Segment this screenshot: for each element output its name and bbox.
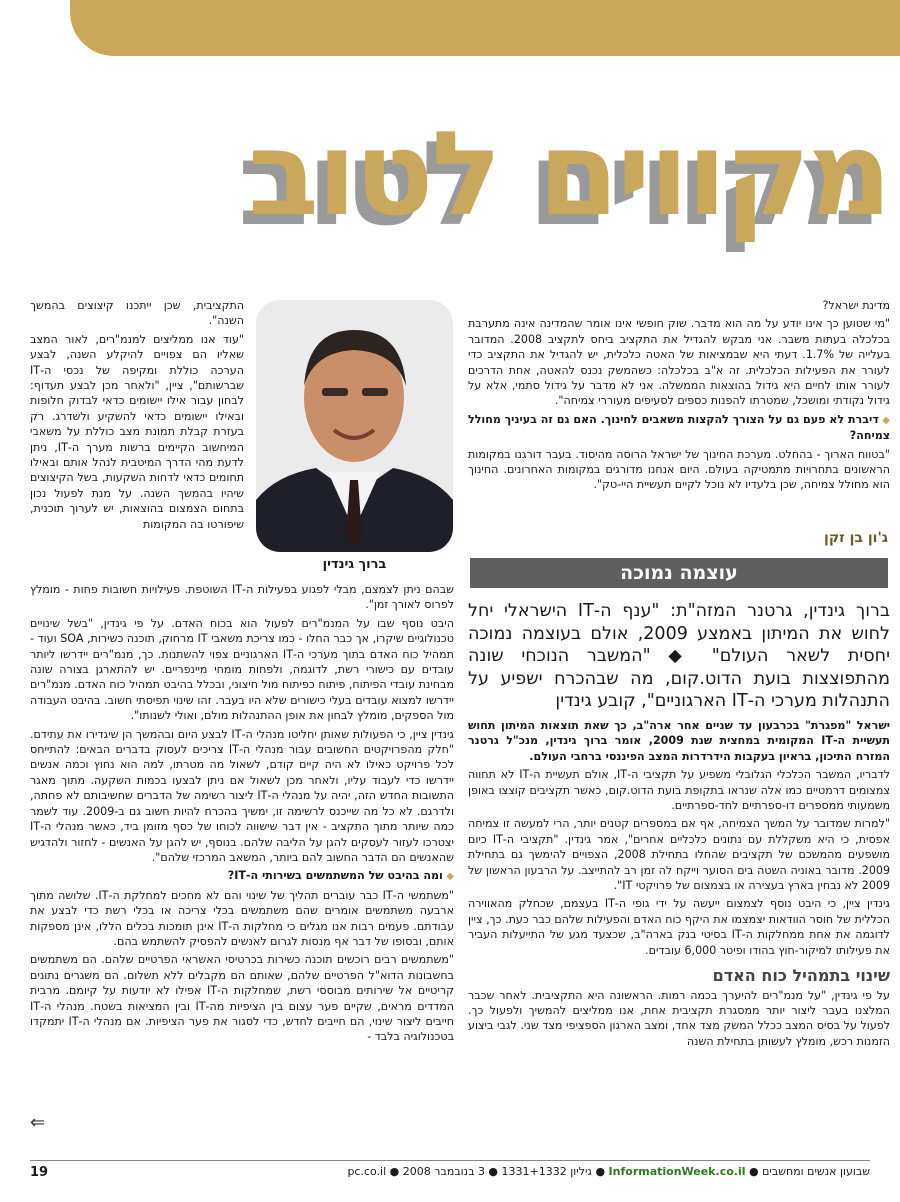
subheading: שינוי בתמהיל כוח האדם (712, 966, 890, 986)
body-paragraph: על פי גינדין, "על מנמ"רים להיערך בכמה רמות. הראשונה היא התקציבית. לאחר שכבר המלצנו בעבר ליצור יותר ממסגרת תקציבית אחת, אנו ממליצים להמשיך ולפעול כך. לפעול על בסיס המצב ככלל המשק מצד אחד, ומצב הארגון הספציפי מצד שני. לגבי ביצוע הזמנות רכש, מומלץ לעשותן בתחילת השנה (468, 988, 890, 1048)
footer-site-informationweek[interactable]: InformationWeek.co.il (608, 1165, 746, 1178)
body-paragraph: "למרות שמדובר על המשך הצמיחה, אף אם במספרים קטנים יותר, הרי למעשה זו צמיחה אפסית, כי היא משקללת עם נתונים כלכליים אחרים", אמר גינדין. "תקציבי ה-IT כיום מושפעים מהמשכם של תקציבים שהחלו בתחילת 2008, הצפויים להימשך גם בתחילת 2009. מדובר באוניה השטה בים הסוער וייקח לה זמן רב להתייצב. על הרבעון הראשון של 2009 לא נבחין בארץ בעצירה או בצמצום של פרויקטי IT". (468, 817, 891, 893)
footer-meta: שבועון אנשים ומחשבים ● InformationWeek.co.il ● גיליון 1331+1332 ● 3 בנובמבר 2008 ● pc.co.il (347, 1165, 870, 1178)
footer-site-pc[interactable]: pc.co.il (347, 1165, 387, 1178)
diamond-icon: ◆ (442, 871, 454, 883)
continue-arrow-icon: ⇐ (30, 1112, 46, 1133)
body-paragraph: "עוד אנו ממליצים למנמ"רים, לאור המצב שאליו הם צפויים להיקלע השנה, לבצע הערכה כוללת ומקיפה של נכסי ה-IT שברשותם", ציין, "ולאחר מכן לבצע תעדוף: לבחון עבור אילו יישומים כדאי לבדוק חלופות ובאילו יישומים כדאי להשקיע ולשדרג. רק בעזרת קבלת תמונת מצב כוללת על משאבי המיחשוב הקיימים ברשות מערך ה-IT, ניתן לדעת מהי הדרך המיטבית לנהל אותם ובאילו תחומים כדאי לדחות השקעות, בשל הקיצוצים שיהיו בהמשך השנה. על מנת לפעול נכון בתחום הצמצום בהוצאות, יש לערוך תוכנית, שיפורטו בה המקומות (30, 332, 245, 531)
footer-issue: גיליון 1331+1332 (501, 1165, 592, 1178)
photo-side-column (30, 298, 244, 535)
lower-left-column (30, 582, 454, 1048)
page-footer (30, 1160, 870, 1180)
headline: מקווים לטוב (248, 107, 890, 242)
footer-date: 3 בנובמבר 2008 (402, 1165, 485, 1178)
body-paragraph: שבהם ניתן לצמצם, מבלי לפגוע בפעילות ה-IT השוטפת. פעילויות חשובות פחות - מומלץ לפרוס לאורך זמן". (30, 583, 454, 612)
lead-paragraph: ברוך גינדין, גרטנר המזה"ת: "ענף ה-IT הישראלי יחל לחוש את המיתון באמצע 2009, אולם בעוצמה נמוכה יחסית לשאר העולם" ◆ "המשבר הנוכחי שונה מהתפוצצות בועת הדוט.קום, מה שבהכרח ישפיע על התנהלות מערכי ה-IT הארגוניים", קובע גינדין (468, 601, 890, 711)
photo-caption: ברוך גינדין (322, 557, 387, 572)
body-paragraph: "משתמשי ה-IT כבר עוברים תהליך של שינוי והם לא מחכים למחלקת ה-IT. שלושה מתוך ארבעה משתמשים אומרים שהם משתמשים בכלי צריכה או בכלי רשת כדי לבצע את עבודתם. פעמים רבות אנו מגלים כי מחלקות ה-IT אינן תומכות בכלים הללו, אינן מספקות אותם, ובסופו של דבר אף מנסות לגרום לאנשים להפסיק להשתמש בהם. (30, 888, 455, 948)
body-paragraph: "בטווח הארוך - בהחלט. מערכת החינוך של ישראל הרוסה מהיסוד. בעבר דורגנו במקומות הראשונים בתחרויות מתמטיקה בעולם. היום אנחנו מדורגים במקומות האחרונים. החינוך הוא מחולל צמיחה, שכן בלעדיו לא נוכל לקיים תעשיית היי-טק". (468, 447, 890, 492)
body-paragraph: "מי שטוען כך אינו יודע על מה הוא מדבר. שוק חופשי אינו אומר שהמדינה אינה מתערבת בכלכלה בעתות משבר. אני מבקש להגדיל את התקציב ביחס לתקציב 2008. המדובר בעלייה של 1.7%. דעתי היא שבמציאות של האטה כלכלית, יש להגדיל את התקציב כדי לעורר את הפעילות הכלכלית. זה א"ב בכלכלה: כשהמשק נכנס להאטה, אחת הדרכים לעורר אותו לחיים היא גידול בהוצאות הממשלה. אני לא מדבר על גידול סתמי, אלא על גידול נקודתי ומושכל, שמטרתו להפנות כספים לסעיפים מעוררי צמיחה". (468, 317, 890, 408)
body-paragraph: היבט נוסף שבו על המנמ"רים לפעול הוא בכוח האדם. על פי גינדין, "בשל שינויים טכנולוגיים שיקרו, אך כבר החלו - כמו צריכת משאבי IT מרחוק, תוכנה כשירות, SOA ועוד - תמהיל כוח האדם בתוך מערכי ה-IT הארגוניים צפוי להשתנות. כך, מנמ"רים יידרשו ליותר עובדים עם כישורי רשת, לדוגמה, ולפחות מומחי מיינפריים. יש להתארגן בצורה שונה מבחינת עובדי הפיתוח, פיתוח כפיתוח מול חיצוני, ובכלל בהיבט תמהיל כוח האדם. מנמ"רים יידרשו למצוא עובדים בעלי כישורים שלא היו בעבר. זהו שינוי תפיסתי חשוב. בהיבט העבודה מול הספקים, מומלץ לבחון את אופן ההתנהלות מולם, ואולי לשנותו". (30, 616, 454, 723)
portrait-photo (256, 300, 453, 552)
section-bar: עוצמה נמוכה (470, 558, 888, 588)
body-paragraph: "משתמשים רבים רוכשים תוכנה כשירות בכרטיסי האשראי הפרטיים שלהם. הם משתמשים בחשבונות הדוא"ל הפרטיים שלהם, שאותם הם מקבלים ללא תשלום. הם משגרים נתונים קריטיים אל שירותים מבוססי רשת, שמחלקות ה-IT אפילו לא יודעות על קיומם. מרבית המדדים מראים, שקיים פער עצום בין הציפיות מה-IT ובין המציאות בשטח. מנהלי ה-IT חייבים ליצור שינוי, הם חייבים לחדש, כדי לסגור את פער הציפיות. אם מנהלי ה-IT יתמקדו בטכנולוגיה בלבד - (30, 953, 454, 1044)
interview-question: ◆ ומה בהיבט של המשתמשים בשירותי ה-IT? (227, 869, 454, 883)
body-paragraph: התקציבית, שכן ייתכנו קיצוצים בהמשך השנה". (30, 299, 244, 328)
author-name: ג'ון בן זקן (824, 530, 888, 546)
body-paragraph: גינדין ציין, כי היבט נוסף לצמצום ייעשה על ידי גופי ה-IT בעצמם, שכחלק מהאווירה הכללית של חוסר הוודאות יצמצמו את היקף כוח האדם והפעילות שלהם כבר כעת. כך, ציין לדוגמה את אחת ממחלקות ה-IT בסיטי בנק בארה"ב, שכצעד מגע של התייעלות העביר את פעילותו למיקור-חוץ בהודו ופיטר 6,000 עובדים. (468, 897, 890, 957)
lower-right-column (468, 718, 890, 1052)
top-decorative-band (70, 0, 900, 56)
diamond-icon: ◆ (878, 414, 890, 426)
page-number: 19 (30, 1165, 49, 1180)
footer-pub: שבועון אנשים ומחשבים (762, 1165, 870, 1178)
interview-question: ◆ דיברת לא פעם גם על הצורך להקצות משאבים לחינוך. האם גם זה בעיניך מחולל צמיחה? (468, 412, 890, 443)
right-column (468, 298, 890, 496)
portrait-illustration (256, 300, 453, 552)
body-paragraph: לדבריו, המשבר הכלכלי הגלובלי משפיע על תקציבי ה-IT, אולם תעשיית ה-IT לא תחווה צמצומים דרמטיים כמו אלה שנראו בתקופת בועת הדוט.קום, כאשר תקציבים קוצצו באופן משמעותי ממספרים דו-ספרתיים לחד-ספרתיים. (468, 768, 891, 813)
body-paragraph: מדינת ישראל? (822, 299, 890, 312)
intro-paragraph: ישראל "מפגרת" בכרבעון עד שניים אחר ארה"ב, כך שאת תוצאות המיתון תחוש תעשיית ה-IT המקומית במחצית שנת 2009, אומר ברוך גינדין, מנכ"ל גרטנר המזרח התיכון, בראיון בעקבות הידרדרות המצב הפיננסי ברחבי העולם. (468, 719, 890, 763)
body-paragraph: גינדין ציין, כי הפעולות שאותן יחליטו מנהלי ה-IT לבצע היום ובהמשך הן שיגדירו את עתידם. "חלק מהפרויקטים החשובים עבור מנהלי ה-IT צריכים לעסוק בדברים הבאים: להתייחס לכל פרויקט כאילו לא היה קיים קודם, לשאול מה מטרתו, למה הוא נחוץ וכמה אנשים יידרשו כדי לעבוד עליו, ולאחר מכן לשאול אם ניתן לבצעו בכמות השקעה. מתוך מאגר התשובות החדש הזה, יהיה על מנהלי ה-IT ליצור רשימה של הדברים שחשיבותם לא פחתה, ולדרגם. לא כל מה שייכנס לרשימה זו, ימשיך בהכרח להיות חשוב גם ב-2009. עוד לשמר כמה שיותר מתוך התקציב - אין דבר שישווה לכוחו של כסף מזומן ביד, כאשר מנהלי ה-IT יצטרכו לעזור לעסקים להגן על הליבה שלהם. בנוסף, יש להגן על האנשים - לחזור ולהדגיש שהאנשים הם הדבר החשוב להם ביותר, המשאב המרכזי שלהם". (30, 727, 454, 864)
